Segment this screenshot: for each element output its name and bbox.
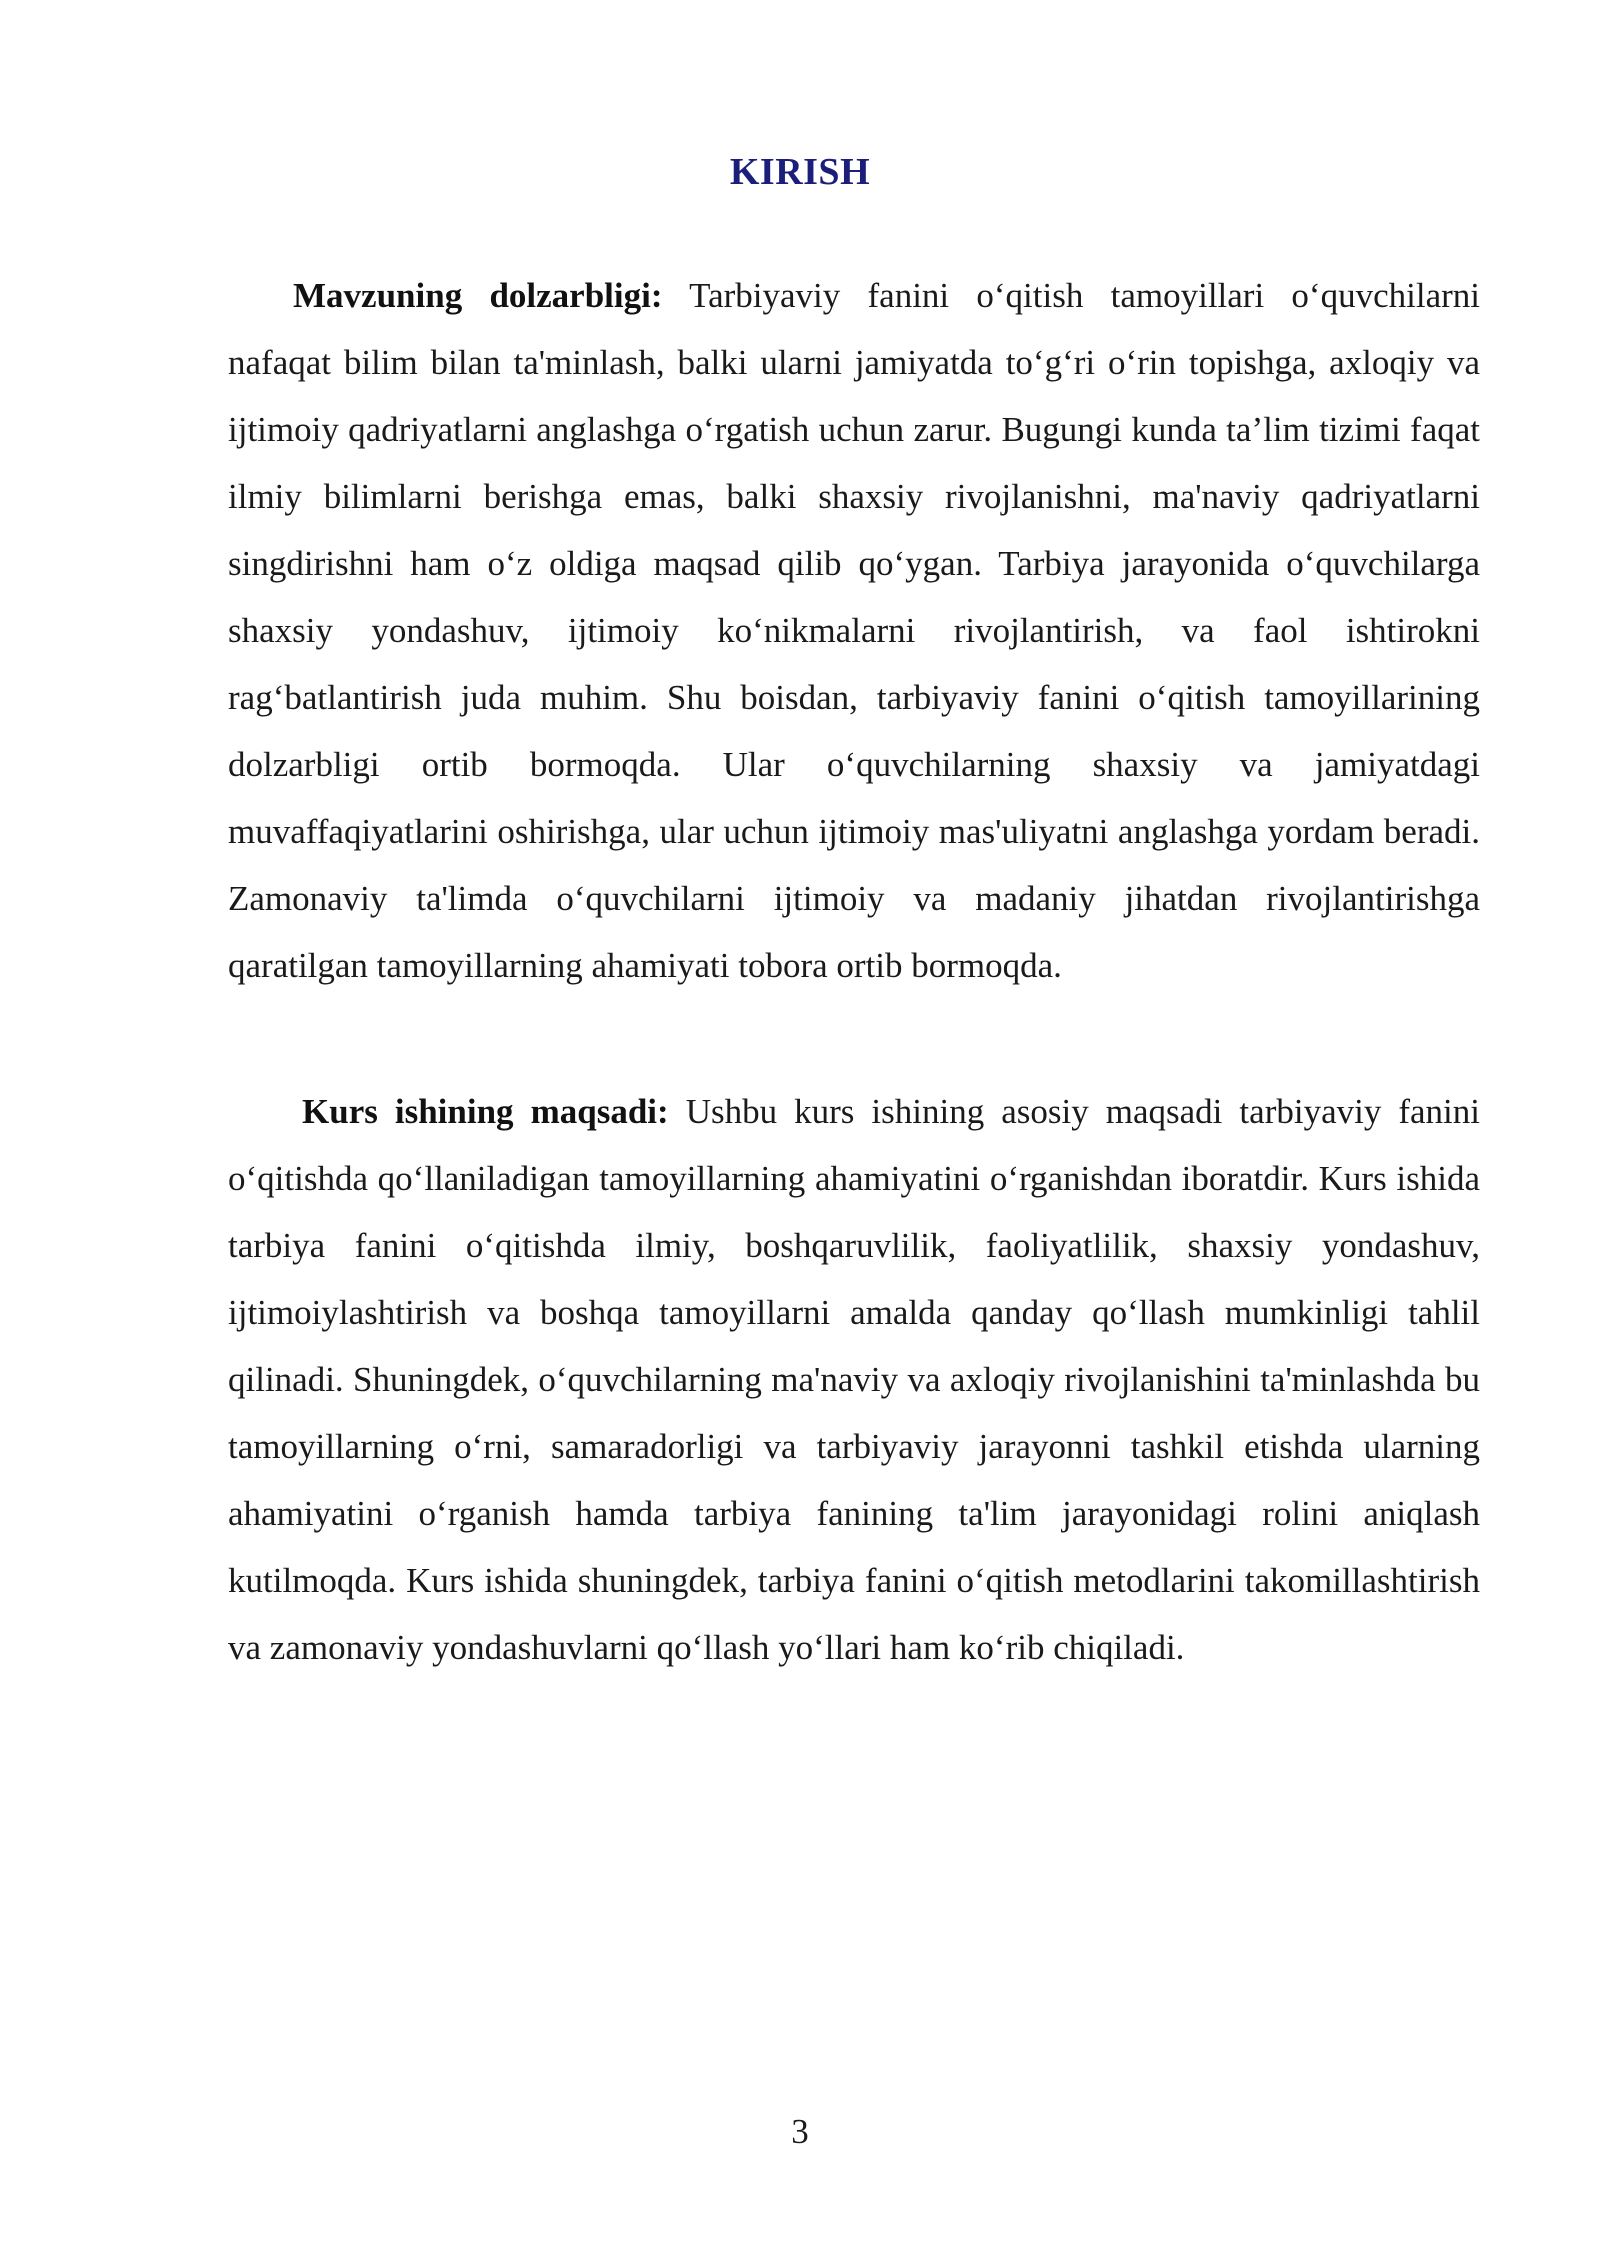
paragraph-lead-goal: Kurs ishining maqsadi: [302, 1092, 669, 1131]
paragraph-goal [228, 1078, 1480, 1681]
paragraph-relevance [228, 262, 1480, 999]
paragraph-lead-relevance: Mavzuning dolzarbligi: [293, 276, 663, 315]
paragraph-text-relevance: Tarbiyaviy fanini o‘qitish tamoyillari o‘quvchilarni nafaqat bilim bilan ta'minlash, balki ularni jamiyatda to‘g‘ri o‘rin topishga, axloqiy va ijtimoiy qadriyatlarni anglashga o‘rgatish uchun zarur. Bugungi kunda ta’lim tizimi faqat ilmiy bilimlarni berishga emas, balki shaxsiy rivojlanishni, ma'naviy qadriyatlarni singdirishni ham o‘z oldiga maqsad qilib qo‘ygan. Tarbiya jarayonida o‘quvchilarga shaxsiy yondashuv, ijtimoiy ko‘nikmalarni rivojlantirish, va faol ishtirokni rag‘batlantirish juda muhim. Shu boisdan, tarbiyaviy fanini o‘qitish tamoyillarining dolzarbligi ortib bormoqda. Ular o‘quvchilarning shaxsiy va jamiyatdagi muvaffaqiyatlarini oshirishga, ular uchun ijtimoiy mas'uliyatni anglashga yordam beradi. Zamonaviy ta'limda o‘quvchilarni ijtimoiy va madaniy jihatdan rivojlantirishga qaratilgan tamoyillarning ahamiyati tobora ortib bormoqda. [228, 276, 1480, 985]
page-title: KIRISH [729, 151, 871, 193]
page-number: 3 [791, 2112, 809, 2151]
paragraph-text-goal: Ushbu kurs ishining asosiy maqsadi tarbiyaviy fanini o‘qitishda qo‘llaniladigan tamoyillarning ahamiyatini o‘rganishdan iboratdir. Kurs ishida tarbiya fanini o‘qitishda ilmiy, boshqaruvlilik, faoliyatlilik, shaxsiy yondashuv, ijtimoiylashtirish va boshqa tamoyillarni amalda qanday qo‘llash mumkinligi tahlil qilinadi. Shuningdek, o‘quvchilarning ma'naviy va axloqiy rivojlanishini ta'minlashda bu tamoyillarning o‘rni, samaradorligi va tarbiyaviy jarayonni tashkil etishda ularning ahamiyatini o‘rganish hamda tarbiya fanining ta'lim jarayonidagi rolini aniqlash kutilmoqda. Kurs ishida shuningdek, tarbiya fanini o‘qitish metodlarini takomillashtirish va zamonaviy yondashuvlarni qo‘llash yo‘llari ham ko‘rib chiqiladi. [228, 1092, 1480, 1667]
